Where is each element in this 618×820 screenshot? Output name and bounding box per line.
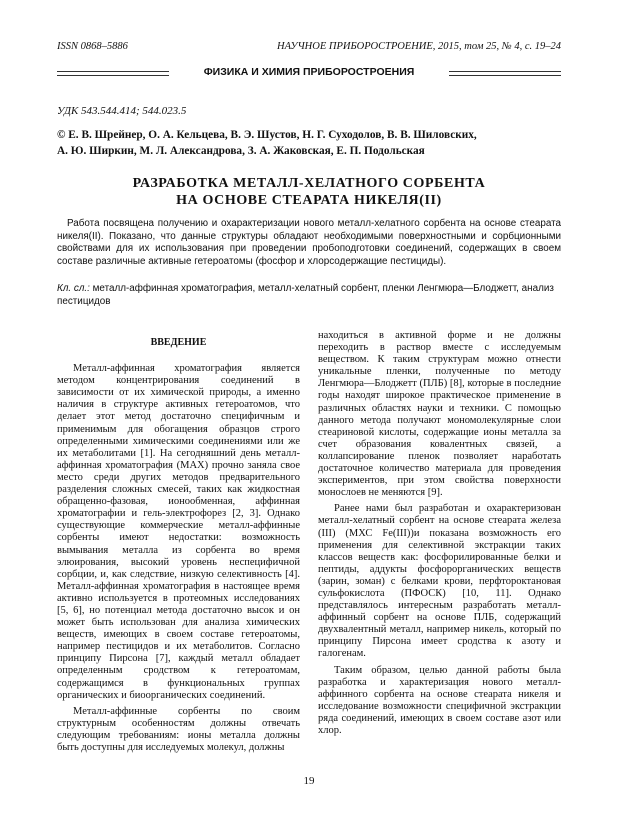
issn: ISSN 0868–5886 — [57, 41, 128, 52]
keywords — [57, 283, 561, 308]
authors-line-2: А. Ю. Ширкин, М. Л. Александрова, З. А. Жаковская, Е. П. Подольская — [57, 145, 425, 157]
title-line-2: НА ОСНОВЕ СТЕАРАТА НИКЕЛЯ(II) — [176, 193, 442, 208]
section-rule-right — [449, 71, 561, 76]
journal-citation: НАУЧНОЕ ПРИБОРОСТРОЕНИЕ, 2015, том 25, № 4, c. 19–24 — [277, 41, 561, 52]
page-number: 19 — [303, 775, 315, 787]
column-right — [318, 330, 561, 741]
keywords-label: Кл. сл.: — [57, 283, 90, 294]
article-title — [57, 175, 561, 209]
paragraph: Металл-аффинная хроматография является методом концентрирования соединений в зависимости от их химической природы, а именно наличия в структуре активных гетероатомов, что делает этот метод достаточно специфичным и применимым для обогащения образцов строго определенными химическими соединениями или же их метаболитами [1]. На сегодняшний день металл-аффинная хроматография (МАХ) прочно заняла свое место среди других методов предварительного разделения сложных смесей, таких как жидкостная обращенно-фазовая, ионообменная, аффинная хроматографии и гель-электрофорез [2, 3]. Однако существующие коммерческие металл-аффинные сорбенты имеют недостатки: возможность вымывания металла из сорбента во время элюирования, высокий уровень неспецифичной сорбции, и, как следствие, низкую селективность [4]. Металл-аффинная хроматография в настоящее время активно используется в протеомных исследованиях [5, 6], но потенциал метода достаточно высок и он может быть использован для анализа химических веществ, имеющих в своем составе гетероатомы, например пестицидов и их метаболитов. Согласно принципу Пирсона [7], каждый металл обладает определенным сродством к гетероатомам, содержащимся в функциональных группах органических и биоорганических соединений. — [57, 363, 300, 701]
section-title: ФИЗИКА И ХИМИЯ ПРИБОРОСТРОЕНИЯ — [203, 66, 415, 78]
paragraph: Ранее нами был разработан и охарактеризован металл-хелатный сорбент на основе стеарата железа (III) (МХС Fe(III))и показана возможность его применения для селективной экстракции таких классов веществ как: фосфорилированные белки и пептиды, аддукты фосфорорганических веществ (зарин, зоман) с белками крови, перфтороктановая сульфокислота (ПФОСК) [10, 11]. Однако представлялось интересным разработать металл-аффинный сорбент на основе ПЛБ, содержащий двухвалентный металл, например никель, который по принципу Пирсона имеет сродства к азоту и галогенам. — [318, 503, 561, 660]
abstract: Работа посвящена получению и охарактеризации нового металл-хелатного сорбента на основе стеарата никеля(II). Показано, что данные структуры обладают необходимыми поверхностными и сорбционными свойствами для их использования при проведении пробоподготовки соединений, содержащих в своем составе различные активные гетероатомы (фосфор и хлорсодержащие пестициды). — [57, 218, 561, 267]
column-left — [57, 330, 300, 758]
paragraph: Металл-аффинные сорбенты по своим структурным особенностям должны отвечать следующим требованиям: ионы металла должны быть доступны для исследуемых молекул, должны — [57, 705, 300, 753]
keywords-text: металл-аффинная хроматография, металл-хелатный сорбент, пленки Ленгмюра—Блоджетт, анализ пестицидов — [57, 283, 554, 307]
running-header — [57, 41, 561, 55]
section-heading — [57, 67, 561, 79]
paragraph: Таким образом, целью данной работы была разработка и характеризация нового металл-аффинного сорбента на основе стеарата никеля и исследование возможности специфичной экстракции ряда соединений, имеющих в своем составе азот или хлор. — [318, 664, 561, 736]
title-line-1: РАЗРАБОТКА МЕТАЛЛ-ХЕЛАТНОГО СОРБЕНТА — [132, 176, 486, 191]
authors-line-1: © Е. В. Шрейнер, О. А. Кельцева, В. Э. Шустов, Н. Г. Суходолов, В. В. Шиловских, — [57, 129, 477, 141]
authors — [57, 127, 561, 159]
introduction-heading: ВВЕДЕНИЕ — [150, 337, 207, 348]
udk-code: УДК 543.544.414; 544.023.5 — [57, 105, 187, 117]
paragraph: находиться в активной форме и не должны переходить в раствор вместе с исследуемым веществом. К таким структурам можно отнести уникальные пленки, полученные по методу Ленгмюра—Блоджетт (ПЛБ) [8], которые в последние годы находят широкое практическое применение в различных областях науки и техники. С помощью данного метода получают мономолекулярные слои стеариновой кислоты, содержащие ионы металла за счет образования ковалентных связей, а коллапсирование пленок позволяет наработать достаточное количество материала для проведения экспериментов, при этом свойства поверхности монослоев не меняются [9]. — [318, 330, 561, 499]
